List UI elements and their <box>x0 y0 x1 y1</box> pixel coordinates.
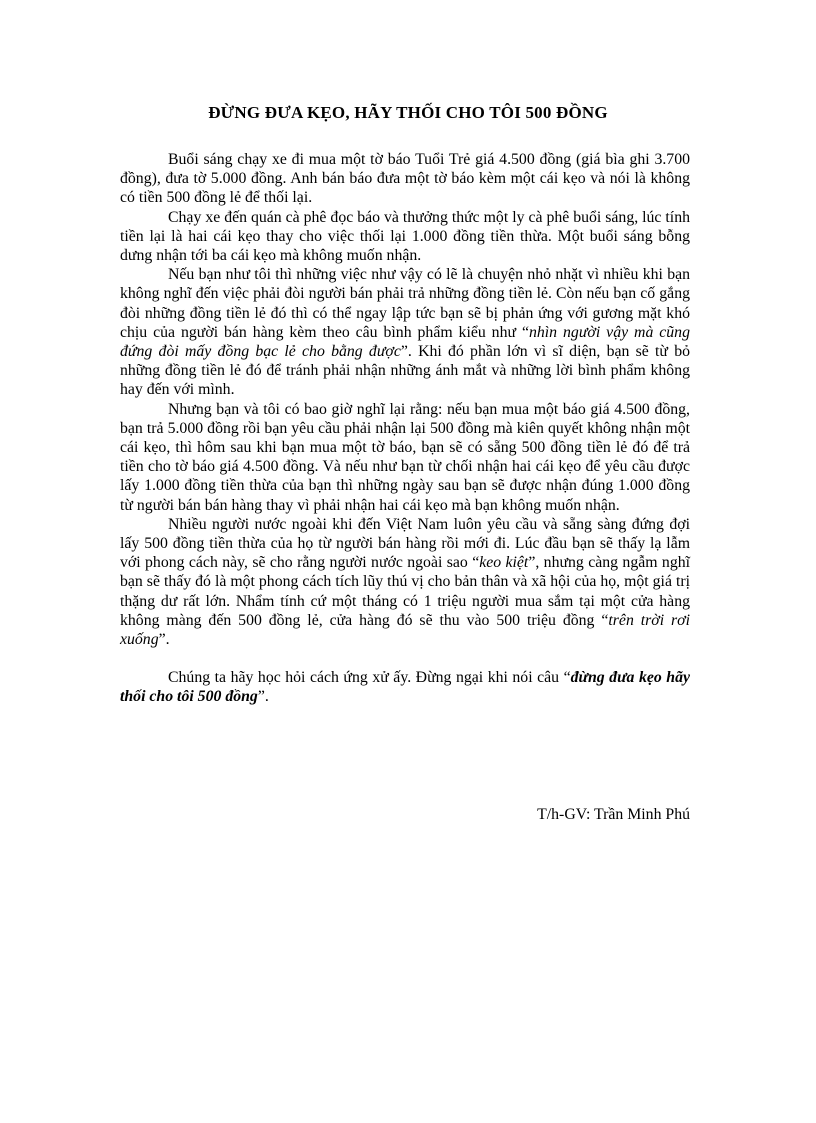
paragraph-5-text-b: ”, nhưng càng ngẫm nghĩ bạn sẽ thấy đó là một phong cách tích lũy thú vị cho bản thân và xã hội của họ, một giá trị thặng dư rất lớn. Nhẩm tính cứ một tháng có 1 triệu người mua sắm tại một cửa hàng không màng đến 500 đồng lẻ, cửa hàng đó sẽ thu vào 500 triệu đồng “ <box>120 554 690 629</box>
paragraph-5-text-c: ”. <box>158 631 170 649</box>
document-body <box>120 150 690 707</box>
paragraph-3-text-a: Nếu bạn như tôi thì những việc như vậy có lẽ là chuyện nhỏ nhặt vì nhiều khi bạn không nghĩ đến việc phải đòi người bán phải trả những đồng tiền lẻ. Còn nếu bạn cố gắng đòi những đồng tiền lẻ đó thì có thể ngay lập tức bạn sẽ bị phản ứng với gương mặt khó chịu của người bán hàng kèm theo câu bình phẩm kiểu như “ <box>120 266 690 341</box>
paragraph-1: Buổi sáng chạy xe đi mua một tờ báo Tuổi Trẻ giá 4.500 đồng (giá bìa ghi 3.700 đồng), đưa tờ 5.000 đồng. Anh bán báo đưa một tờ báo kèm một cái kẹo và nói là không có tiền 500 đồng lẻ để thối lại. <box>120 151 690 207</box>
paragraph-5-text-a: Nhiều người nước ngoài khi đến Việt Nam luôn yêu cầu và sẵng sàng đứng đợi lấy 500 đồng tiền thừa của họ từ người bán hàng rồi mới đi. Lúc đầu bạn sẽ thấy lạ lẫm với phong cách này, sẽ cho rằng người nước ngoài sao “ <box>120 515 690 572</box>
paragraph-5 <box>120 515 690 649</box>
paragraph-6-text-b: ”. <box>257 688 269 706</box>
paragraph-5-quote-2: trên trời rơi xuống <box>120 611 691 649</box>
paragraph-3 <box>120 265 690 399</box>
paragraph-3-text-b: ”. Khi đó phần lớn vì sĩ diện, bạn sẽ từ bỏ những đồng tiền lẻ đó để tránh phải nhận những ánh mắt và những lời bình phẩm không hay đến với mình. <box>120 343 690 399</box>
document-title: ĐỪNG ĐƯA KẸO, HÃY THỐI CHO TÔI 500 ĐỒNG <box>208 103 608 122</box>
paragraph-6-text-a: Chúng ta hãy học hỏi cách ứng xử ấy. Đừng ngại khi nói câu “ <box>168 669 571 687</box>
paragraph-3-quote: nhìn người vậy mà cũng đứng đòi mấy đồng bạc lẻ cho bằng được <box>120 323 690 361</box>
paragraph-5-quote-1: keo kiệt <box>479 554 529 572</box>
paragraph-6-quote: đừng đưa kẹo hãy thối cho tôi 500 đồng <box>120 669 690 706</box>
paragraph-6 <box>120 668 690 706</box>
paragraph-2: Chạy xe đến quán cà phê đọc báo và thưởng thức một ly cà phê buổi sáng, lúc tính tiền lại là hai cái kẹo thay cho việc thối lại 1.000 đồng tiền thừa. Một buổi sáng bỗng dưng nhận tới ba cái kẹo mà không muốn nhận. <box>120 208 690 265</box>
author-signature: T/h-GV: Trần Minh Phú <box>537 806 690 823</box>
paragraph-4: Nhưng bạn và tôi có bao giờ nghĩ lại rằng: nếu bạn mua một báo giá 4.500 đồng, bạn trả 5.000 đồng rồi bạn yêu cầu phải nhận lại 500 đồng mà kiên quyết không nhận một cái kẹo, thì hôm sau khi bạn mua một tờ báo, bạn sẽ có sẵng 500 đồng tiền lẻ đó để trả tiền cho tờ báo giá 4.500 đồng. Và nếu như bạn từ chối nhận hai cái kẹo để yêu cầu được lấy 1.000 đồng tiền thừa của bạn thì những ngày sau bạn sẽ được nhận đúng 1.000 đồng từ người bán bán hàng thay vì phải nhận hai cái kẹo mà bạn không muốn nhận. <box>120 400 690 514</box>
